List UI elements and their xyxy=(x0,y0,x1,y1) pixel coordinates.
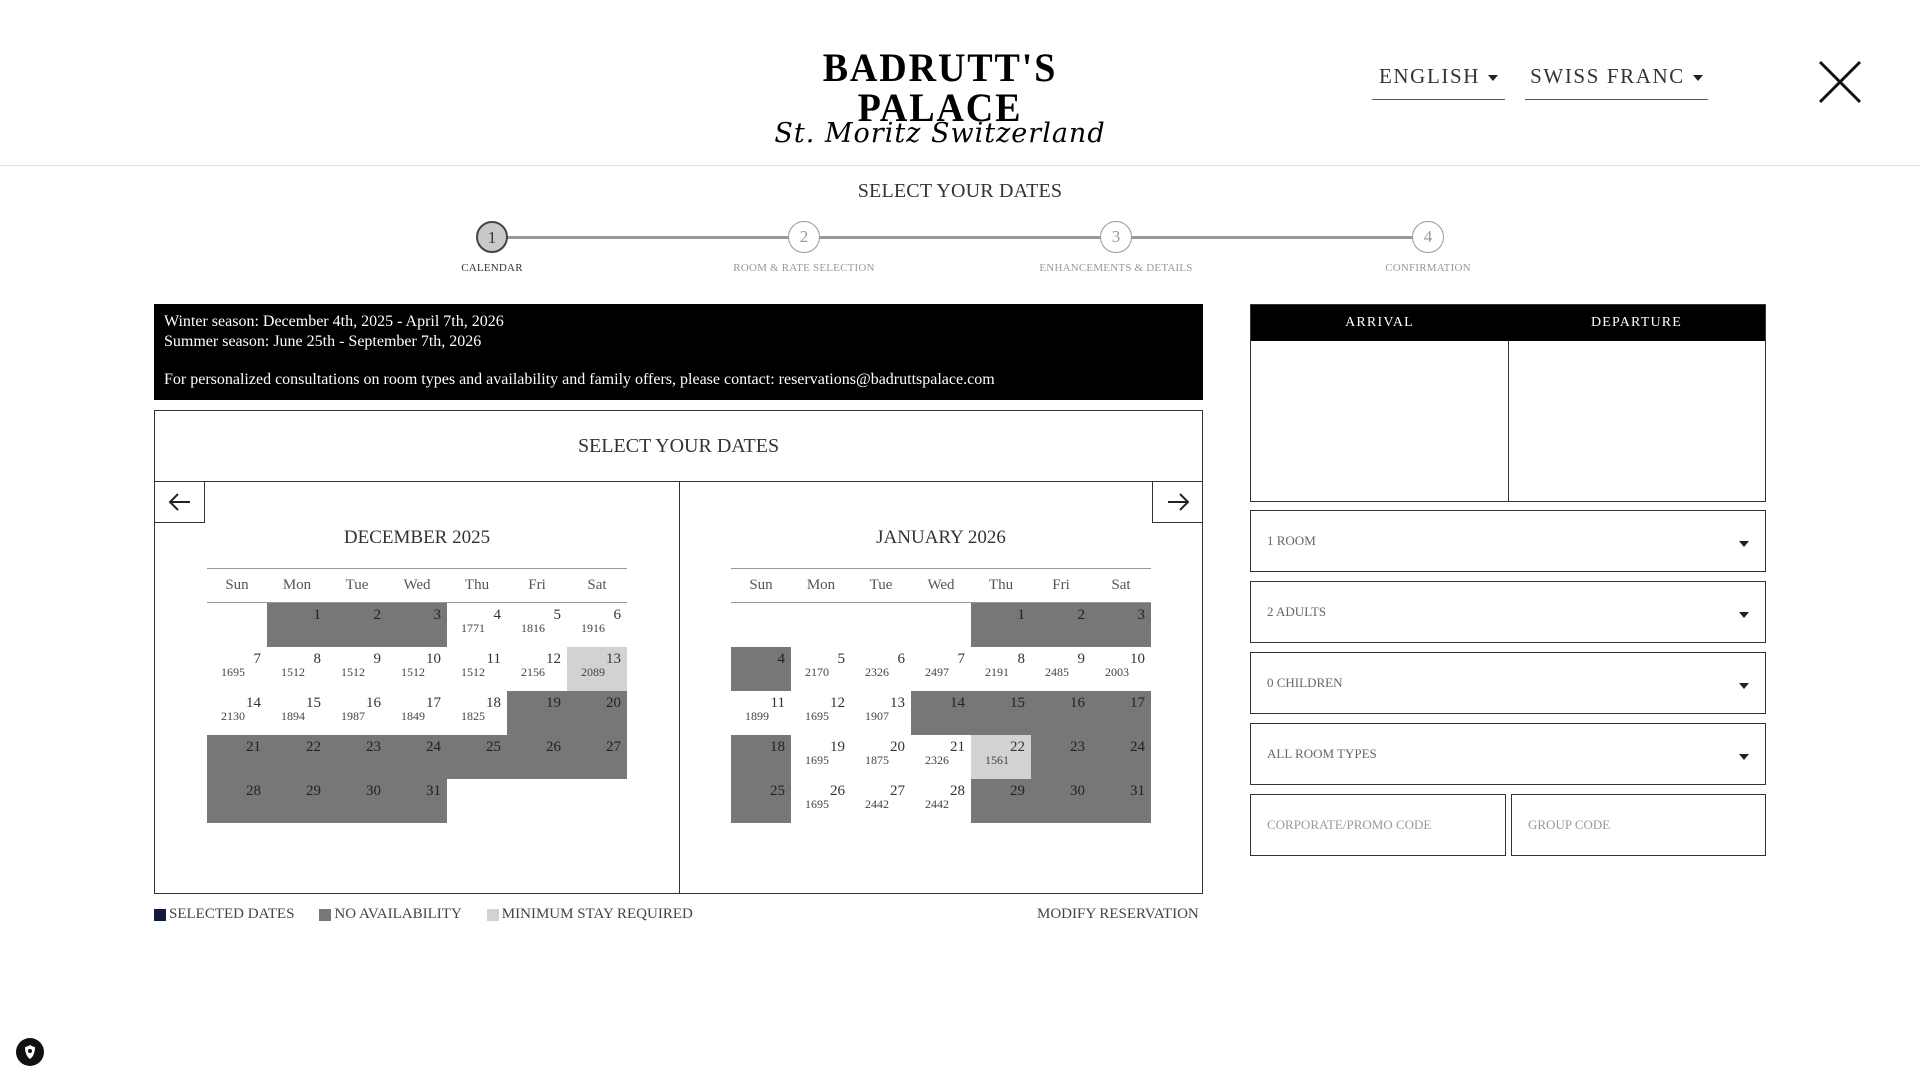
calendar-day-unavailable xyxy=(1031,735,1091,779)
hotel-logo[interactable] xyxy=(760,45,1120,149)
calendar-day[interactable] xyxy=(327,647,387,691)
day-number: 23 xyxy=(1070,738,1085,755)
day-price: 2485 xyxy=(1045,664,1069,679)
calendar-day[interactable] xyxy=(327,691,387,735)
weekday-header: Fri xyxy=(507,569,567,603)
calendar-day-unavailable xyxy=(1091,603,1151,647)
currency-label: SWISS FRANC xyxy=(1530,64,1685,88)
day-price: 1512 xyxy=(281,664,305,679)
day-number: 21 xyxy=(950,738,965,755)
modify-reservation-link[interactable]: MODIFY RESERVATION xyxy=(1037,906,1199,922)
prev-month-button[interactable] xyxy=(154,482,205,523)
day-number: 12 xyxy=(830,694,845,711)
day-number: 7 xyxy=(957,650,965,667)
calendar-day-unavailable xyxy=(731,779,791,823)
day-number: 13 xyxy=(606,650,621,667)
day-number: 22 xyxy=(306,738,321,755)
calendar-day-unavailable xyxy=(567,691,627,735)
day-price: 1875 xyxy=(865,752,889,767)
day-number: 11 xyxy=(486,650,501,667)
weekday-header: Fri xyxy=(1031,569,1091,603)
day-number: 28 xyxy=(950,782,965,799)
calendar-day-unavailable xyxy=(387,779,447,823)
day-number: 26 xyxy=(830,782,845,799)
day-number: 27 xyxy=(890,782,905,799)
day-price: 2003 xyxy=(1105,664,1129,679)
chevron-down-icon xyxy=(1488,75,1498,81)
day-number: 6 xyxy=(613,607,621,623)
departure-date-field[interactable] xyxy=(1509,341,1766,501)
day-price: 2170 xyxy=(805,664,829,679)
adults-select[interactable] xyxy=(1250,581,1766,643)
winter-season-text: Winter season: December 4th, 2025 - April 7th, 2026 xyxy=(164,313,504,330)
day-number: 24 xyxy=(426,738,441,755)
weekday-header: Mon xyxy=(791,569,851,603)
day-number: 17 xyxy=(1130,694,1145,711)
calendar-empty-cell xyxy=(207,603,267,647)
step-number: 2 xyxy=(788,221,820,253)
day-price: 2442 xyxy=(865,796,889,811)
calendar-day[interactable] xyxy=(1031,647,1091,691)
month-grid-january xyxy=(731,568,1151,823)
calendar-empty-cell xyxy=(731,603,791,647)
group-code-input[interactable] xyxy=(1511,794,1766,856)
selected-dates-box xyxy=(1250,304,1766,502)
legend-swatch-min-stay xyxy=(487,909,499,921)
day-price: 1695 xyxy=(805,796,829,811)
day-price: 2156 xyxy=(521,664,545,679)
day-number: 23 xyxy=(366,738,381,755)
steps-progress-line xyxy=(492,236,1427,239)
step-label: CONFIRMATION xyxy=(1385,262,1471,274)
day-number: 20 xyxy=(606,694,621,711)
day-number: 8 xyxy=(1017,650,1025,667)
calendar-day[interactable] xyxy=(447,691,507,735)
day-number: 3 xyxy=(1137,607,1145,623)
calendar-day-unavailable xyxy=(971,691,1031,735)
calendar-day-unavailable xyxy=(447,735,507,779)
calendar-day[interactable] xyxy=(791,691,851,735)
legend-label: MINIMUM STAY REQUIRED xyxy=(501,906,693,922)
day-number: 10 xyxy=(426,650,441,667)
rooms-select[interactable] xyxy=(1250,510,1766,572)
calendar-day[interactable] xyxy=(731,691,791,735)
day-price: 1849 xyxy=(401,708,425,723)
day-number: 1 xyxy=(1017,607,1025,623)
day-number: 22 xyxy=(1010,738,1025,755)
day-number: 29 xyxy=(306,782,321,799)
cookie-settings-button[interactable] xyxy=(16,1038,44,1066)
step-number: 4 xyxy=(1412,221,1444,253)
day-number: 7 xyxy=(253,650,261,667)
calendar-day-unavailable xyxy=(1091,735,1151,779)
calendar-day-unavailable xyxy=(507,735,567,779)
calendar-day-unavailable xyxy=(387,603,447,647)
calendar-day[interactable] xyxy=(567,603,627,647)
day-price: 2497 xyxy=(925,664,949,679)
day-price: 2326 xyxy=(865,664,889,679)
calendar-day-unavailable xyxy=(267,603,327,647)
calendar-day-unavailable xyxy=(731,647,791,691)
promo-code-placeholder: CORPORATE/PROMO CODE xyxy=(1267,817,1432,832)
calendar-day[interactable] xyxy=(1091,647,1151,691)
legend-selected xyxy=(154,906,294,923)
calendar-day-unavailable xyxy=(731,735,791,779)
logo-sub-text: St. Moritz Switzerland xyxy=(774,118,1106,149)
day-number: 4 xyxy=(777,650,785,667)
weekday-header: Sat xyxy=(1091,569,1151,603)
calendar-day-unavailable xyxy=(207,779,267,823)
day-number: 26 xyxy=(546,738,561,755)
calendar-day-unavailable xyxy=(911,691,971,735)
day-number: 31 xyxy=(426,782,441,799)
calendar-day[interactable] xyxy=(267,647,327,691)
day-number: 2 xyxy=(373,607,381,623)
day-price: 1987 xyxy=(341,708,365,723)
month-title-january: JANUARY 2026 xyxy=(876,527,1006,548)
day-price: 1916 xyxy=(581,621,605,635)
calendar-day[interactable] xyxy=(851,691,911,735)
month-title-december: DECEMBER 2025 xyxy=(343,527,491,548)
calendar-day-unavailable xyxy=(1031,603,1091,647)
weekday-header: Wed xyxy=(387,569,447,603)
day-number: 18 xyxy=(486,694,501,711)
day-number: 25 xyxy=(486,738,501,755)
chevron-down-icon xyxy=(1739,612,1749,618)
day-number: 15 xyxy=(1010,694,1025,711)
calendar-day[interactable] xyxy=(447,647,507,691)
weekday-header: Tue xyxy=(851,569,911,603)
currency-dropdown[interactable] xyxy=(1525,64,1708,100)
day-number: 31 xyxy=(1130,782,1145,799)
weekday-header: Tue xyxy=(327,569,387,603)
day-number: 6 xyxy=(897,650,905,667)
legend-label: SELECTED DATES xyxy=(169,906,295,922)
privacy-shield-icon xyxy=(22,1044,38,1060)
day-price: 1695 xyxy=(221,664,245,679)
calendar-day[interactable] xyxy=(791,735,851,779)
calendar-day[interactable] xyxy=(267,691,327,735)
chevron-down-icon xyxy=(1739,683,1749,689)
step-room-rate xyxy=(694,221,914,274)
calendar-day[interactable] xyxy=(911,779,971,823)
calendar-empty-cell xyxy=(447,779,507,823)
day-number: 11 xyxy=(770,694,785,711)
day-number: 4 xyxy=(493,607,501,623)
day-number: 13 xyxy=(890,694,905,711)
season-info-box xyxy=(154,304,1203,400)
calendar-empty-cell xyxy=(911,603,971,647)
calendar-day-unavailable xyxy=(567,735,627,779)
weekday-header: Wed xyxy=(911,569,971,603)
day-number: 1 xyxy=(313,607,321,623)
day-number: 21 xyxy=(246,738,261,755)
calendar-empty-cell xyxy=(851,603,911,647)
day-number: 24 xyxy=(1130,738,1145,755)
day-price: 2191 xyxy=(985,664,1009,679)
chevron-down-icon xyxy=(1693,75,1703,81)
day-price: 1512 xyxy=(401,664,425,679)
day-number: 5 xyxy=(553,607,561,623)
calendar-day-unavailable xyxy=(327,603,387,647)
calendar-day[interactable] xyxy=(851,647,911,691)
day-price: 2326 xyxy=(925,752,949,767)
day-number: 10 xyxy=(1130,650,1145,667)
weekday-header: Sun xyxy=(207,569,267,603)
children-select[interactable] xyxy=(1250,652,1766,714)
day-number: 16 xyxy=(366,694,381,711)
calendar-day[interactable] xyxy=(851,735,911,779)
weekday-header: Mon xyxy=(267,569,327,603)
calendar-day-min-stay[interactable] xyxy=(567,647,627,691)
adults-value: 2 ADULTS xyxy=(1267,604,1327,619)
day-price: 1561 xyxy=(985,752,1009,767)
day-number: 9 xyxy=(1077,650,1085,667)
legend-swatch-selected xyxy=(154,909,166,921)
day-number: 15 xyxy=(306,694,321,711)
calendar-day[interactable] xyxy=(791,779,851,823)
day-price: 1816 xyxy=(521,621,545,635)
day-number: 30 xyxy=(366,782,381,799)
day-price: 1512 xyxy=(341,664,365,679)
promo-code-input[interactable] xyxy=(1250,794,1506,856)
calendar-day-unavailable xyxy=(507,691,567,735)
legend-min-stay xyxy=(487,906,693,923)
calendar-day-unavailable xyxy=(971,779,1031,823)
date-calendar xyxy=(154,410,1203,894)
step-confirmation xyxy=(1318,221,1538,274)
calendar-day-unavailable xyxy=(387,735,447,779)
day-number: 20 xyxy=(890,738,905,755)
day-number: 27 xyxy=(606,738,621,755)
chevron-down-icon xyxy=(1739,754,1749,760)
room-types-select[interactable] xyxy=(1250,723,1766,785)
step-number: 3 xyxy=(1100,221,1132,253)
day-number: 19 xyxy=(830,738,845,755)
departure-header: DEPARTURE xyxy=(1590,315,1683,330)
contact-text[interactable]: For personalized consultations on room types and availability and family offers, please contact: reservations@badruttspalace.com xyxy=(164,371,995,388)
day-number: 16 xyxy=(1070,694,1085,711)
day-price: 2130 xyxy=(221,708,245,723)
calendar-empty-cell xyxy=(567,779,627,823)
day-number: 29 xyxy=(1010,782,1025,799)
day-number: 19 xyxy=(546,694,561,711)
calendar-divider xyxy=(679,482,680,894)
day-number: 18 xyxy=(770,738,785,755)
day-number: 25 xyxy=(770,782,785,799)
language-label: ENGLISH xyxy=(1378,64,1481,88)
calendar-day[interactable] xyxy=(207,647,267,691)
step-label: ENHANCEMENTS & DETAILS xyxy=(1039,262,1193,274)
arrow-left-icon xyxy=(168,493,192,511)
header xyxy=(0,0,1920,166)
arrival-header: ARRIVAL xyxy=(1345,315,1414,330)
calendar-title: SELECT YOUR DATES xyxy=(155,411,1202,482)
day-number: 3 xyxy=(433,607,441,623)
calendar-day[interactable] xyxy=(851,779,911,823)
day-number: 17 xyxy=(426,694,441,711)
day-price: 1894 xyxy=(281,708,305,723)
legend-swatch-no-availability xyxy=(319,909,331,921)
weekday-header: Sun xyxy=(731,569,791,603)
month-grid-december xyxy=(207,568,627,823)
calendar-day-unavailable xyxy=(327,779,387,823)
legend-no-availability xyxy=(319,906,461,923)
summer-season-text: Summer season: June 25th - September 7th, 2026 xyxy=(164,333,482,350)
calendar-day[interactable] xyxy=(911,647,971,691)
calendar-day-min-stay[interactable] xyxy=(971,735,1031,779)
calendar-day-unavailable xyxy=(267,779,327,823)
calendar-day-unavailable xyxy=(1031,779,1091,823)
step-enhancements xyxy=(1006,221,1226,274)
legend-label: NO AVAILABILITY xyxy=(334,906,462,922)
next-month-button[interactable] xyxy=(1152,482,1203,523)
calendar-day-unavailable xyxy=(1031,691,1091,735)
weekday-header: Sat xyxy=(567,569,627,603)
step-label: CALENDAR xyxy=(461,262,523,274)
day-price: 1907 xyxy=(865,708,889,723)
steps-title: SELECT YOUR DATES xyxy=(857,180,1063,202)
chevron-down-icon xyxy=(1739,541,1749,547)
logo-main-text: BADRUTT'S PALACE xyxy=(822,45,1058,130)
calendar-day[interactable] xyxy=(971,647,1031,691)
calendar-day-unavailable xyxy=(267,735,327,779)
step-number: 1 xyxy=(476,221,508,253)
calendar-day-unavailable xyxy=(327,735,387,779)
day-number: 12 xyxy=(546,650,561,667)
children-value: 0 CHILDREN xyxy=(1267,675,1343,690)
arrow-right-icon xyxy=(1166,493,1190,511)
calendar-day[interactable] xyxy=(791,647,851,691)
day-number: 8 xyxy=(313,650,321,667)
day-number: 2 xyxy=(1077,607,1085,623)
group-code-placeholder: GROUP CODE xyxy=(1528,817,1611,832)
calendar-day[interactable] xyxy=(911,735,971,779)
day-number: 14 xyxy=(950,694,965,711)
weekday-header: Thu xyxy=(447,569,507,603)
calendar-legend xyxy=(154,906,718,923)
day-number: 14 xyxy=(246,694,261,711)
day-price: 1899 xyxy=(745,708,769,723)
room-types-value: ALL ROOM TYPES xyxy=(1267,746,1377,761)
day-number: 30 xyxy=(1070,782,1085,799)
arrival-date-field[interactable] xyxy=(1251,341,1509,501)
day-number: 5 xyxy=(837,650,845,667)
calendar-empty-cell xyxy=(791,603,851,647)
weekday-header: Thu xyxy=(971,569,1031,603)
day-price: 1825 xyxy=(461,708,485,723)
calendar-day[interactable] xyxy=(387,691,447,735)
day-number: 28 xyxy=(246,782,261,799)
day-price: 1695 xyxy=(805,752,829,767)
day-price: 1695 xyxy=(805,708,829,723)
day-price: 2089 xyxy=(581,664,605,679)
day-price: 1771 xyxy=(461,621,485,635)
calendar-day[interactable] xyxy=(387,647,447,691)
day-price: 2442 xyxy=(925,796,949,811)
rooms-value: 1 ROOM xyxy=(1267,533,1316,548)
day-price: 1512 xyxy=(461,664,485,679)
calendar-day[interactable] xyxy=(207,691,267,735)
calendar-day[interactable] xyxy=(507,603,567,647)
calendar-day-unavailable xyxy=(1091,691,1151,735)
calendar-day-unavailable xyxy=(207,735,267,779)
calendar-day[interactable] xyxy=(447,603,507,647)
close-icon[interactable] xyxy=(1817,59,1863,105)
calendar-empty-cell xyxy=(507,779,567,823)
calendar-day[interactable] xyxy=(507,647,567,691)
step-label: ROOM & RATE SELECTION xyxy=(733,262,875,274)
calendar-day-unavailable xyxy=(1091,779,1151,823)
language-dropdown[interactable] xyxy=(1372,64,1505,100)
step-calendar[interactable] xyxy=(382,221,602,274)
calendar-day-unavailable xyxy=(971,603,1031,647)
day-number: 9 xyxy=(373,650,381,667)
